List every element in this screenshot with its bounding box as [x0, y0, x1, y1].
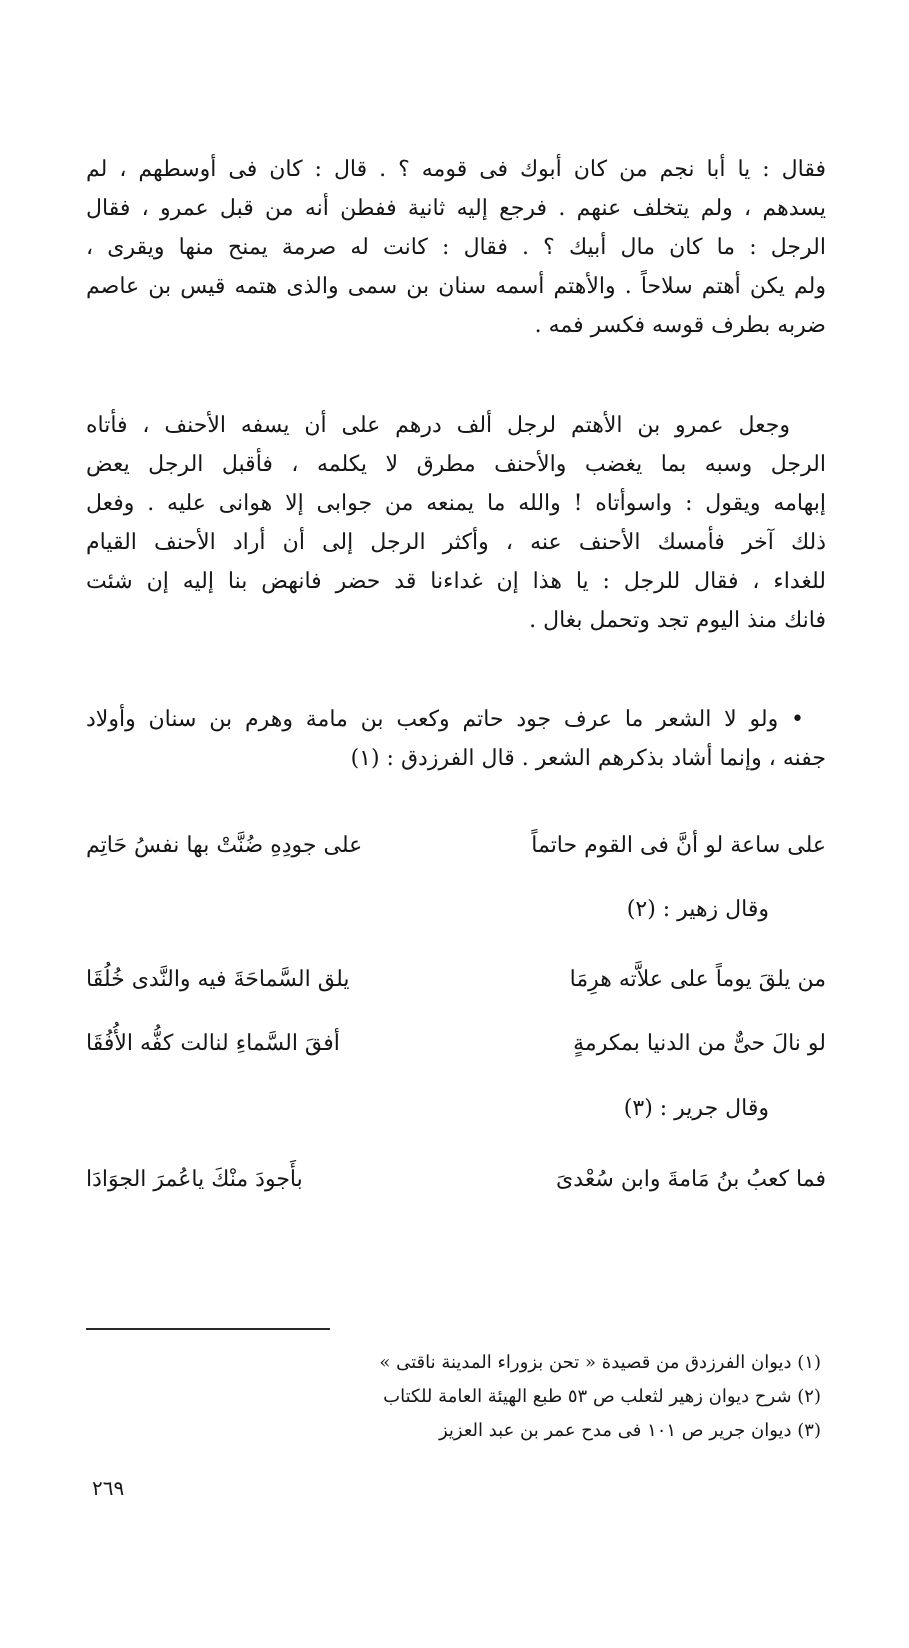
verse-second-hemistich: أفقَ السَّماءِ لنالت كفُّه الأُفُقَا [86, 1031, 340, 1056]
text-line: للغداء ، فقال للرجل : يا هذا إن غداءنا قد حضر فانهض بنا إليه إن شئت [86, 569, 826, 594]
verse-intro-jarir: وقال جرير : (٣) [623, 1096, 769, 1121]
paragraph-2 [86, 406, 826, 640]
verse-farazdaq [86, 826, 826, 866]
text-line: فقال : يا أبا نجم من كان أبوك فى قومه ؟ . قال : كان فى أوسطهم ، لم [86, 157, 826, 182]
footnote-3: (٣) ديوان جرير ص ١٠١ فى مدح عمر بن عبد العزيز [438, 1420, 821, 1441]
paragraph-3 [86, 700, 826, 778]
verse-second-hemistich: بأَجودَ منْكَ ياعُمرَ الجوَادَا [86, 1167, 303, 1192]
verse-first-hemistich: فما كعبُ بنُ مَامةَ وابن سُعْدىَ [556, 1167, 826, 1192]
footnote-divider [86, 1328, 330, 1330]
verse-intro-zuhair: وقال زهير : (٢) [626, 897, 769, 922]
verse-zuhair-1 [86, 960, 826, 1000]
verse-jarir [86, 1160, 826, 1200]
footnotes [261, 1346, 821, 1448]
verse-first-hemistich: من يلقَ يوماً على علاَّته هرِمَا [569, 967, 826, 992]
text-line: ضربه بطرف قوسه فكسر فمه . [534, 313, 826, 338]
text-line: إبهامه ويقول : واسوأتاه ! والله ما يمنعه من جوابى إلا هوانى عليه . وفعل [86, 491, 826, 516]
text-line: الرجل وسبه بما يغضب والأحنف مطرق لا يكلمه ، فأقبل الرجل يعض [86, 452, 826, 477]
text-line: فانك منذ اليوم تجد وتحمل بغال . [529, 608, 826, 633]
text-line: وجعل عمرو بن الأهتم لرجل ألف درهم على أن يسفه الأحنف ، فأتاه [86, 413, 790, 438]
text-line: • ولو لا الشعر ما عرف جود حاتم وكعب بن مامة وهرم بن سنان وأولاد [86, 707, 804, 732]
page-number: ٢٦٩ [92, 1476, 125, 1500]
text-line: الرجل : ما كان مال أبيك ؟ . فقال : كانت له صرمة يمنح منها ويقرى ، [86, 235, 826, 260]
footnote-1: (١) ديوان الفرزدق من قصيدة « تحن بزوراء المدينة ناقتى » [379, 1352, 821, 1373]
text-line: جفنه ، وإنما أشاد بذكرهم الشعر . قال الفرزدق : (١) [350, 746, 826, 771]
verse-first-hemistich: على ساعة لو أنَّ فى القوم حاتماً [531, 833, 826, 858]
text-line: ولم يكن أهتم سلاحاً . والأهتم أسمه سنان بن سمى والذى هتمه قيس بن عاصم [86, 274, 826, 299]
footnote-2: (٢) شرح ديوان زهير لثعلب ص ٥٣ طبع الهيئة العامة للكتاب [383, 1386, 821, 1407]
verse-second-hemistich: يلق السَّماحَةَ فيه والنَّدى خُلُقَا [86, 967, 350, 992]
verse-second-hemistich: على جودِهِ ضُنَّتْ بها نفسُ حَاتِم [86, 833, 363, 858]
verse-zuhair-2 [86, 1024, 826, 1064]
text-line: ذلك آخر فأمسك الأحنف عنه ، وأكثر الرجل إلى أن أراد الأحنف القيام [86, 530, 826, 555]
text-line: يسدهم ، ولم يتخلف عنهم . فرجع إليه ثانية ففطن أنه من قبل عمرو ، فقال [86, 196, 826, 221]
paragraph-1 [86, 150, 826, 345]
verse-first-hemistich: لو نالَ حىٌّ من الدنيا بمكرمةٍ [573, 1031, 826, 1056]
